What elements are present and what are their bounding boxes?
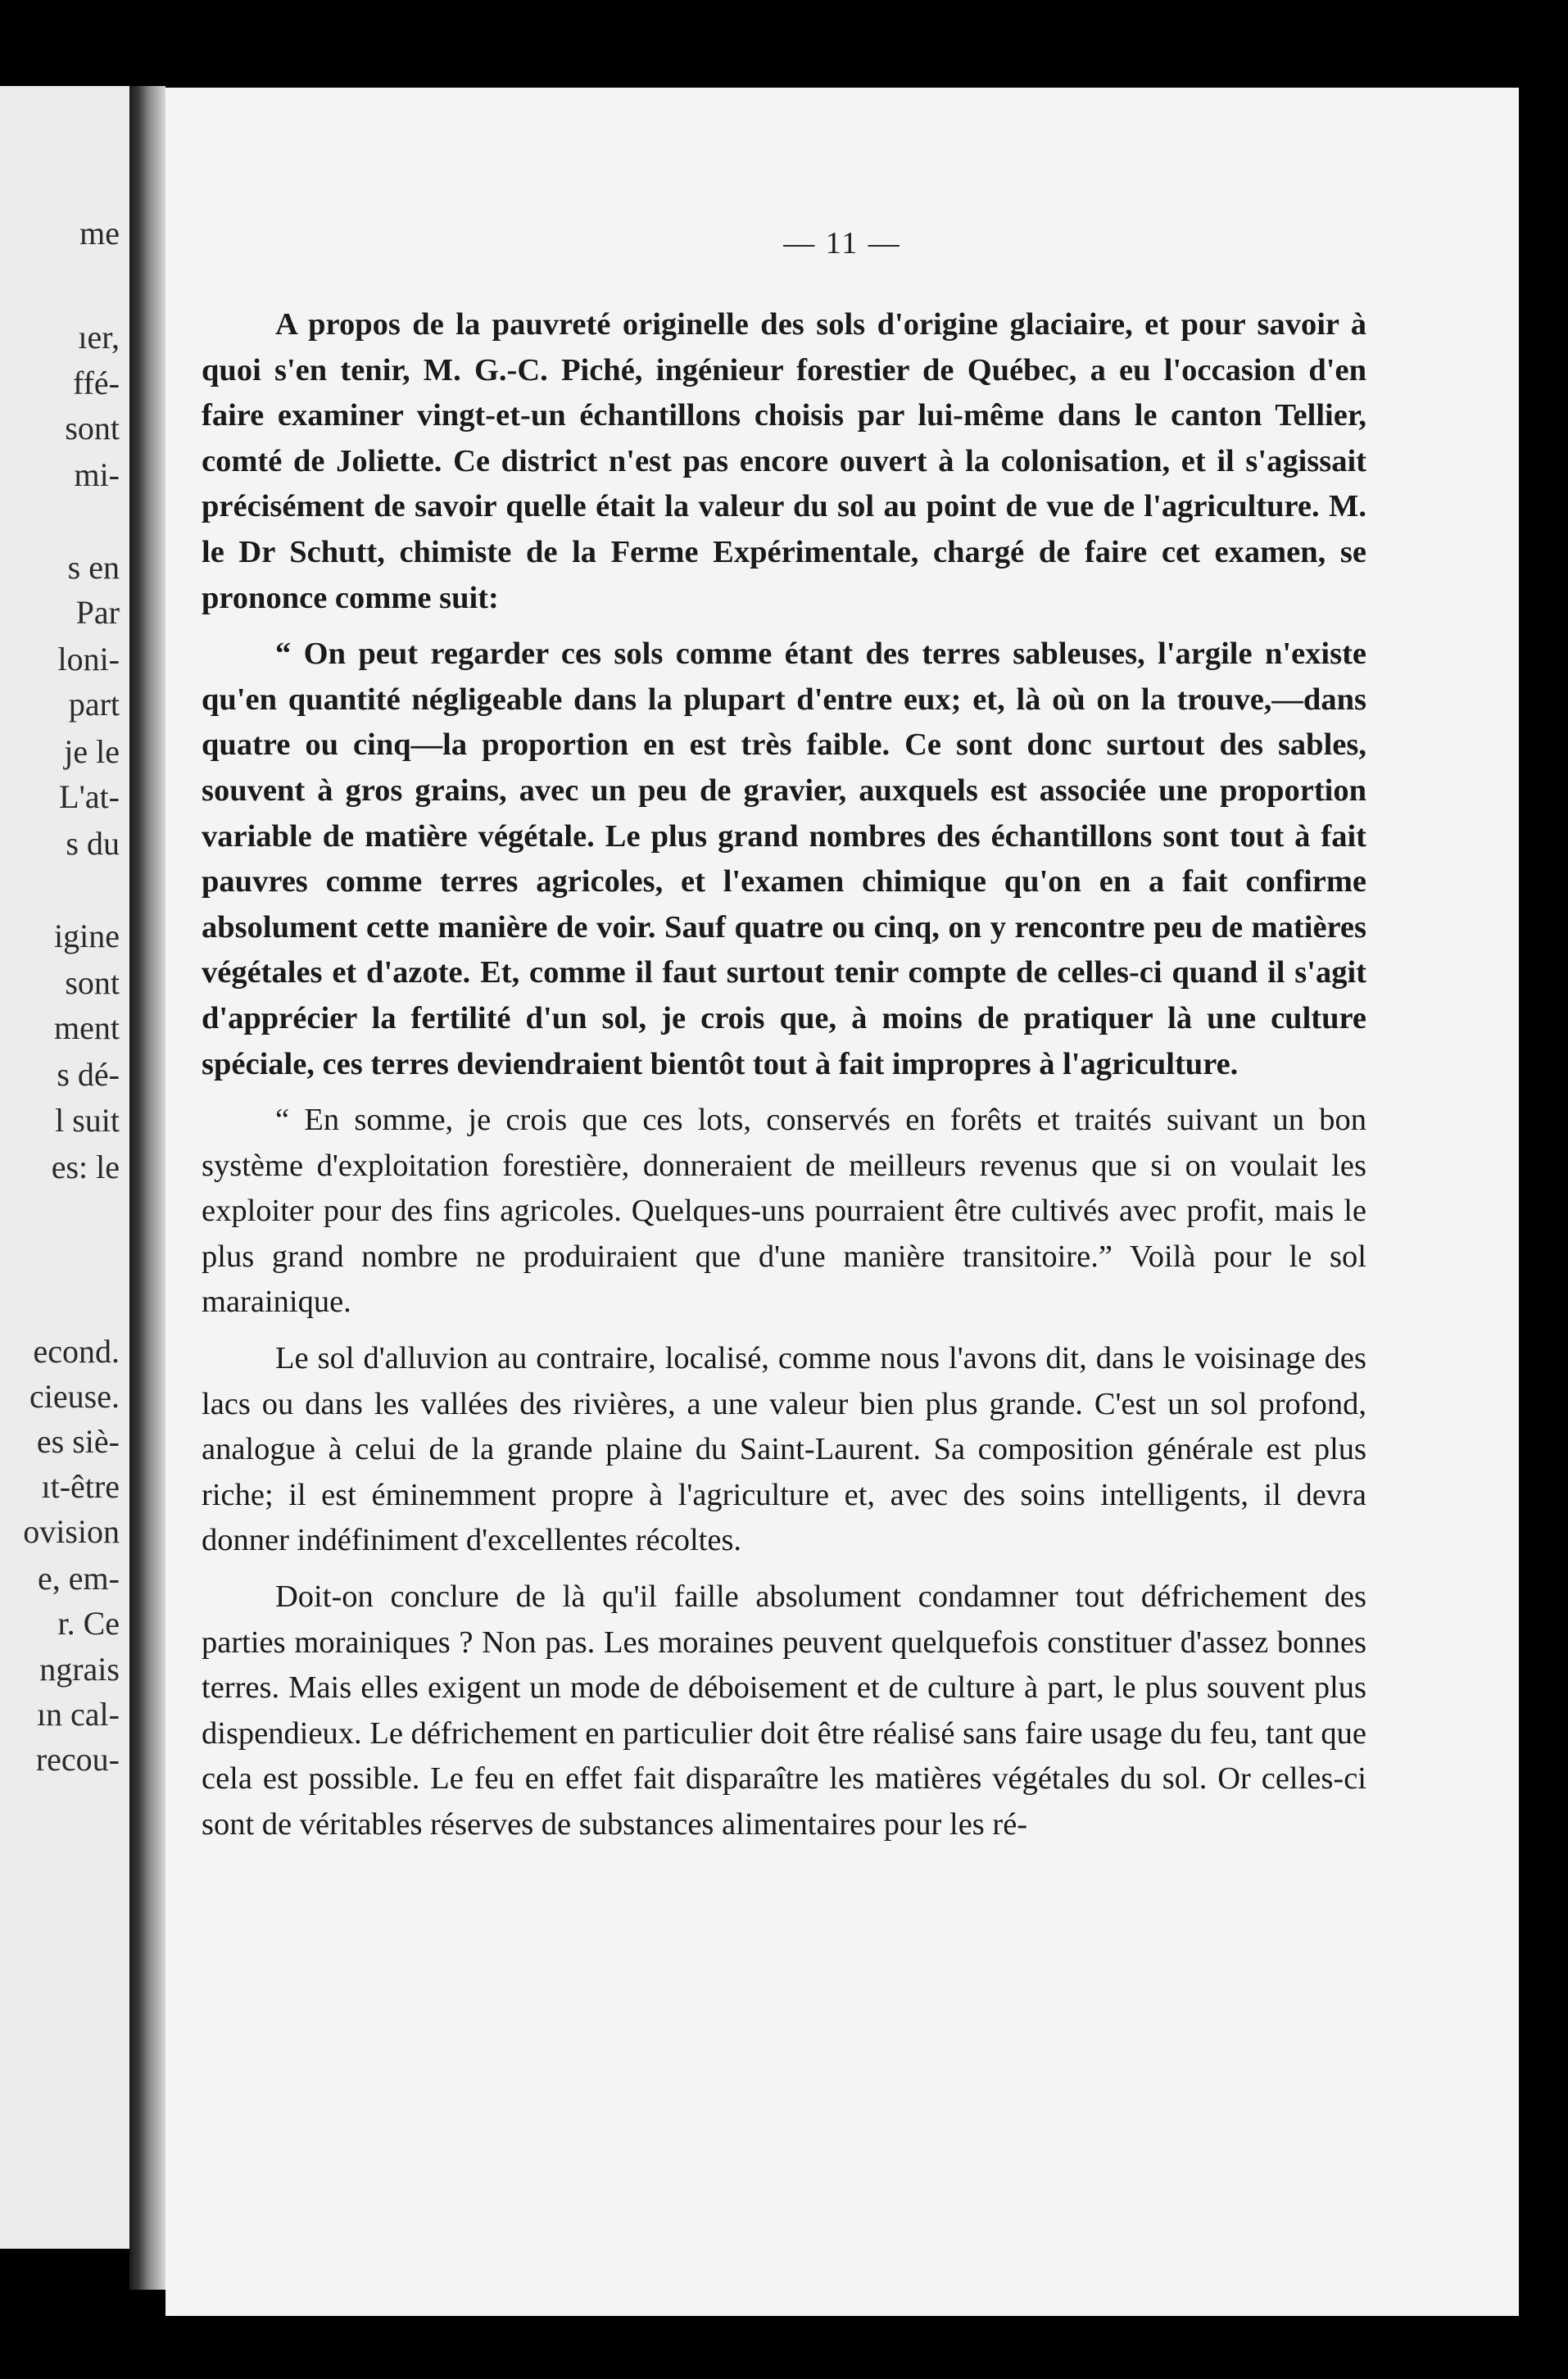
- facing-page-text-fragment: me: [79, 215, 120, 251]
- book-page: [165, 88, 1519, 2316]
- facing-page-text-fragment: r. Ce: [57, 1605, 120, 1642]
- facing-page-text-fragment: e, em-: [38, 1560, 120, 1597]
- paragraph-moraine-clearing: Doit-on conclure de là qu'il faille absolument condamner tout défrichement des parties morainiques ? Non pas. Les moraines peuvent quelquefois constituer d'assez bonnes terres. Mais elles exigent un mode de déboisement et de culture à part, le plus souvent plus dispendieux. Le défrichement en particulier doit être réalisé sans faire usage du feu, tant que cela est possible. Le feu en effet fait disparaître les matières végétales du sol. Or celles-ci sont de véritables réserves de substances alimentaires pour les ré-: [202, 1579, 1366, 1842]
- facing-page-text-fragment: l suit: [55, 1102, 120, 1139]
- facing-page-text-fragment: ngrais: [39, 1651, 120, 1688]
- facing-page-text-fragment: je le: [64, 733, 120, 770]
- page-body: [202, 302, 1366, 1859]
- facing-page-text-fragment: cieuse.: [29, 1378, 120, 1415]
- facing-page-fragment: [0, 86, 129, 2249]
- facing-page-text-fragment: mi-: [74, 456, 120, 493]
- facing-page-text-fragment: ment: [54, 1009, 120, 1046]
- facing-page-text-fragment: recou-: [35, 1741, 120, 1778]
- facing-page-text-fragment: ıt-être: [41, 1468, 120, 1505]
- facing-page-text-fragment: s en: [67, 549, 120, 586]
- paragraph-piche-samples: A propos de la pauvreté originelle des sols d'origine glaciaire, et pour savoir à quoi s'en tenir, M. G.-C. Piché, ingénieur forestier de Québec, a eu l'occasion d'en faire examiner vingt-et-un échantillons choisis par lui-même dans le canton Tellier, comté de Joliette. Ce district n'est pas encore ouvert à la colonisation, et il s'agissait précisément de savoir quelle était la valeur du sol au point de vue de l'agriculture. M. le Dr Schutt, chimiste de la Ferme Expérimentale, chargé de faire cet examen, se prononce comme suit:: [202, 307, 1366, 615]
- facing-page-text-fragment: sont: [65, 964, 120, 1001]
- facing-page-text-fragment: loni-: [57, 641, 120, 677]
- facing-page-text-fragment: sont: [65, 410, 120, 446]
- facing-page-text-fragment: ovision: [23, 1513, 120, 1550]
- facing-page-text-fragment: s du: [66, 825, 120, 862]
- paragraph-alluvial-soil: Le sol d'alluvion au contraire, localisé, comme nous l'avons dit, dans le voisinage des lacs ou dans les vallées des rivières, a une valeur bien plus grande. C'est un sol profond, analogue à celui de la grande plaine du Saint-Laurent. Sa composition générale est plus riche; il est éminemment propre à l'agriculture et, avec des soins intelligents, il devra donner indéfiniment d'excellentes récoltes.: [202, 1341, 1366, 1558]
- book-gutter: [129, 86, 165, 2290]
- facing-page-text-fragment: ffé-: [73, 365, 120, 401]
- page-number: — 11 —: [783, 226, 901, 261]
- facing-page-text-fragment: ın cal-: [36, 1696, 120, 1733]
- facing-page-text-fragment: part: [68, 686, 120, 723]
- facing-page-text-fragment: ıer,: [78, 319, 120, 356]
- facing-page-text-fragment: igine: [54, 918, 120, 954]
- facing-page-text-fragment: es: le: [51, 1149, 120, 1185]
- facing-page-text-fragment: s dé-: [57, 1056, 120, 1093]
- paragraph-schutt-conclusion: “ En somme, je crois que ces lots, conservés en forêts et traités suivant un bon système d'exploitation forestière, donneraient de meilleurs revenus que si on voulait les exploiter pour des fins agricoles. Quelques-uns pourraient être cultivés avec profit, mais le plus grand nombre ne produiraient que d'une manière transitoire.” Voilà pour le sol marainique.: [202, 1103, 1366, 1320]
- facing-page-text-fragment: es siè-: [36, 1423, 120, 1460]
- facing-page-text-fragment: L'at-: [59, 778, 120, 815]
- facing-page-text-fragment: econd.: [33, 1333, 120, 1370]
- facing-page-text-fragment: Par: [75, 594, 120, 631]
- paragraph-schutt-quote: “ On peut regarder ces sols comme étant des terres sableuses, l'argile n'existe qu'en quantité négligeable dans la plupart d'entre eux; et, là où on la trouve,—dans quatre ou cinq—la proportion en est très faible. Ce sont donc surtout des sables, souvent à gros grains, avec un peu de gravier, auxquels est associée une proportion variable de matière végétale. Le plus grand nombres des échantillons sont tout à fait pauvres comme terres agricoles, et l'examen chimique qu'on en a fait confirme absolument cette manière de voir. Sauf quatre ou cinq, on y rencontre peu de matières végétales et d'azote. Et, comme il faut surtout tenir compte de celles-ci quand il s'agit d'apprécier la fertilité d'un sol, je crois que, à moins de pratiquer là une culture spéciale, ces terres deviendraient bientôt tout à fait impropres à l'agriculture.: [202, 637, 1366, 1081]
